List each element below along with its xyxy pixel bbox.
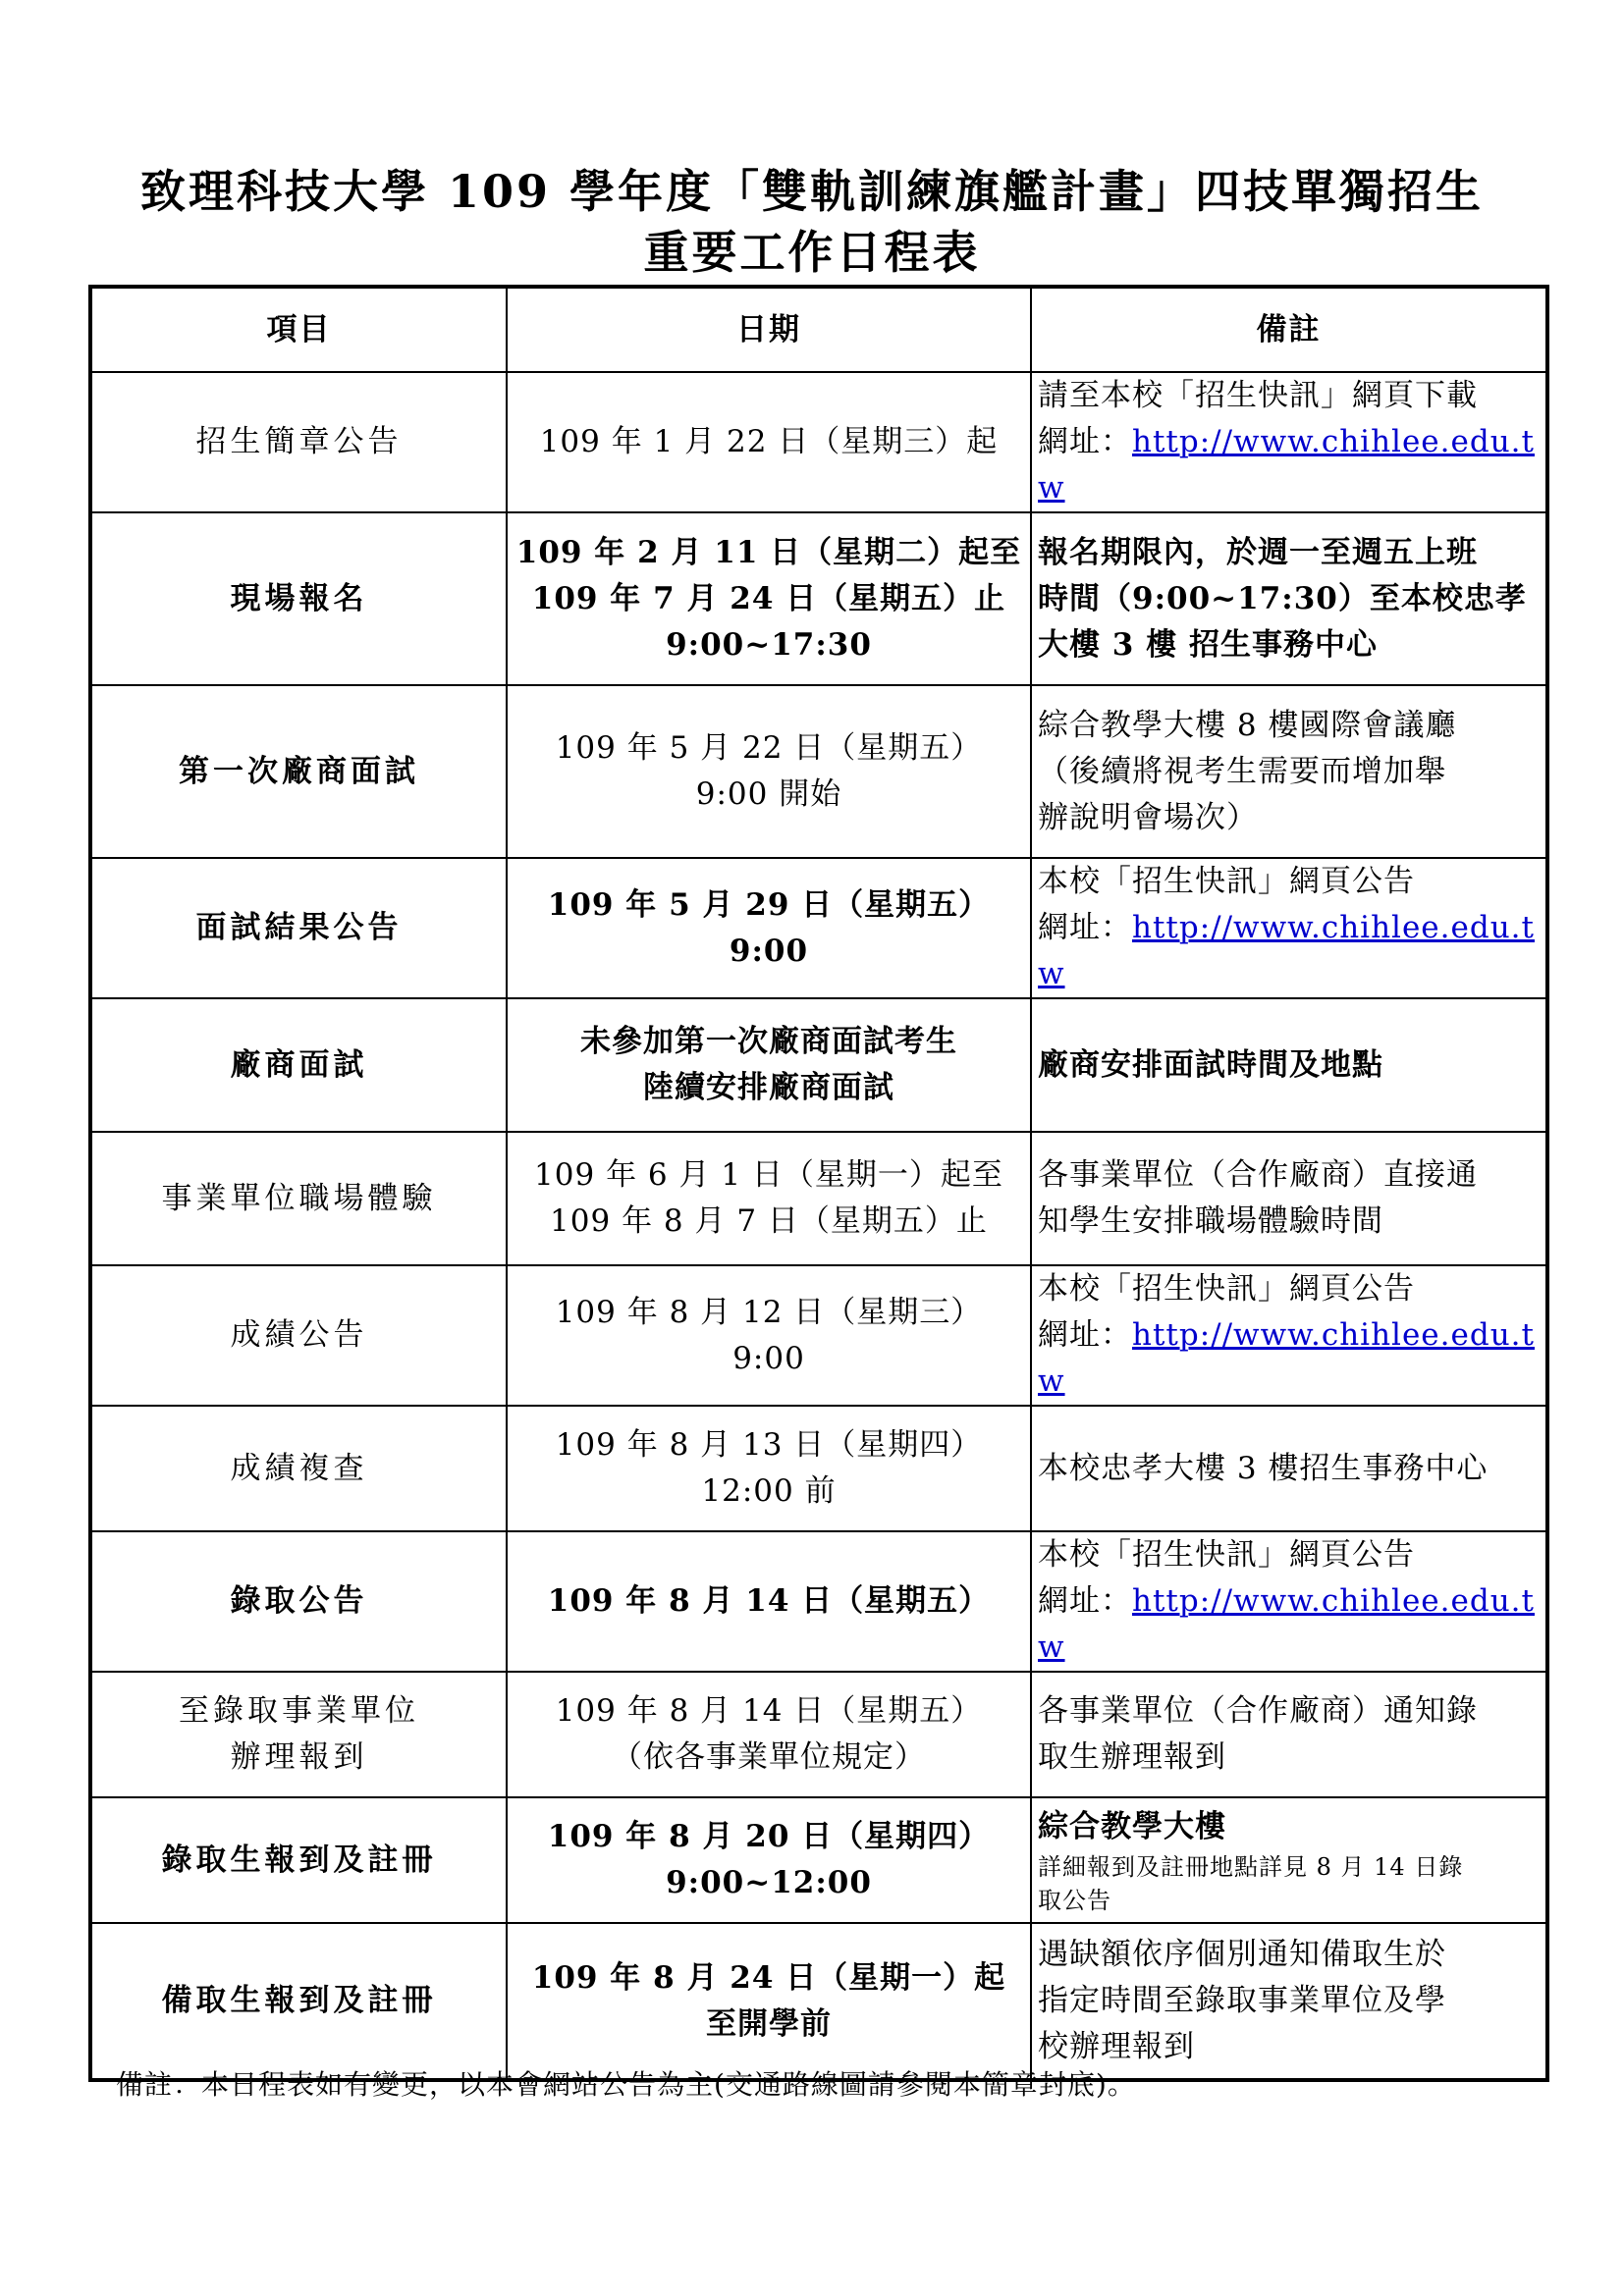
item-text: 廠商面試 bbox=[230, 1046, 368, 1083]
document-title: 致理科技大學 109 學年度「雙軌訓練旗艦計畫」四技單獨招生 bbox=[139, 165, 1485, 218]
row-note bbox=[1031, 685, 1547, 858]
date-text: 109 年 8 月 20 日（星期四） bbox=[547, 1819, 991, 1854]
row-item bbox=[90, 998, 507, 1132]
note-text: 取公告 bbox=[1038, 1886, 1111, 1914]
row-date bbox=[507, 685, 1031, 858]
date-text: 109 年 8 月 14 日（星期五） bbox=[547, 1583, 991, 1619]
website-link[interactable]: http://www.chihlee.edu.tw bbox=[1038, 424, 1535, 506]
row-note bbox=[1031, 1923, 1547, 2080]
note-text: 綜合教學大樓 8 樓國際會議廳 bbox=[1038, 707, 1457, 743]
note-url-line bbox=[1038, 419, 1540, 511]
note-text: 本校忠孝大樓 3 樓招生事務中心 bbox=[1038, 1450, 1489, 1486]
note-text: 各事業單位（合作廠商）直接通 bbox=[1038, 1157, 1478, 1193]
item-text: 現場報名 bbox=[230, 580, 368, 616]
date-text: 至開學前 bbox=[706, 2005, 832, 2042]
note-url-line bbox=[1038, 905, 1540, 997]
note-text: 大樓 3 樓 招生事務中心 bbox=[1038, 626, 1378, 663]
note-text: 廠商安排面試時間及地點 bbox=[1038, 1046, 1383, 1083]
row-date bbox=[507, 998, 1031, 1132]
item-text: 備取生報到及註冊 bbox=[161, 1983, 437, 2018]
website-link[interactable]: http://www.chihlee.edu.tw bbox=[1038, 1583, 1535, 1665]
header-date: 日期 bbox=[507, 287, 1031, 372]
row-date bbox=[507, 858, 1031, 998]
row-item bbox=[90, 1797, 507, 1923]
row-date bbox=[507, 1672, 1031, 1797]
item-text: 至錄取事業單位 bbox=[179, 1693, 419, 1729]
date-text: 109 年 8 月 24 日（星期一）起 bbox=[531, 1959, 1006, 1996]
note-text: 網址： bbox=[1038, 424, 1132, 459]
footnote: 備註：本日程表如有變更，以本會網站公告為主(交通路線圖請參閱本簡章封底)。 bbox=[116, 2068, 1136, 2101]
row-note bbox=[1031, 1672, 1547, 1797]
row-item bbox=[90, 858, 507, 998]
row-note bbox=[1031, 1406, 1547, 1531]
date-text: 109 年 1 月 22 日（星期三）起 bbox=[539, 424, 999, 459]
row-item bbox=[90, 685, 507, 858]
row-date bbox=[507, 372, 1031, 512]
date-text: 9:00~12:00 bbox=[666, 1865, 872, 1900]
date-text: 109 年 8 月 7 日（星期五）止 bbox=[550, 1203, 988, 1239]
item-text: 事業單位職場體驗 bbox=[161, 1180, 437, 1216]
item-text: 第一次廠商面試 bbox=[179, 753, 419, 789]
date-text: 9:00 bbox=[732, 1340, 805, 1376]
row-date bbox=[507, 512, 1031, 685]
note-text: 指定時間至錄取事業單位及學 bbox=[1038, 1983, 1446, 2018]
note-text: 網址： bbox=[1038, 1317, 1132, 1353]
note-text: 各事業單位（合作廠商）通知錄 bbox=[1038, 1693, 1478, 1729]
row-note bbox=[1031, 1132, 1547, 1265]
website-link[interactable]: http://www.chihlee.edu.tw bbox=[1038, 1317, 1535, 1399]
note-text: 請至本校「招生快訊」網頁下載 bbox=[1038, 378, 1478, 413]
item-text: 成績公告 bbox=[230, 1317, 368, 1353]
row-date bbox=[507, 1923, 1031, 2080]
item-text: 錄取公告 bbox=[230, 1583, 368, 1619]
table-row bbox=[90, 1797, 1547, 1923]
table-row bbox=[90, 1265, 1547, 1406]
row-item bbox=[90, 372, 507, 512]
note-text: 校辦理報到 bbox=[1038, 2029, 1195, 2064]
row-note bbox=[1031, 1265, 1547, 1406]
row-note bbox=[1031, 998, 1547, 1132]
date-text: （依各事業單位規定） bbox=[612, 1739, 926, 1775]
note-text: 知學生安排職場體驗時間 bbox=[1038, 1203, 1383, 1239]
note-text: （後續將視考生需要而增加舉 bbox=[1038, 753, 1446, 789]
date-text: 109 年 8 月 14 日（星期五） bbox=[555, 1693, 983, 1729]
note-text: 取生辦理報到 bbox=[1038, 1739, 1226, 1775]
table-row bbox=[90, 685, 1547, 858]
row-item bbox=[90, 1265, 507, 1406]
website-link[interactable]: http://www.chihlee.edu.tw bbox=[1038, 910, 1535, 991]
date-text: 9:00 開始 bbox=[695, 776, 842, 812]
date-text: 109 年 5 月 29 日（星期五） bbox=[547, 886, 991, 923]
schedule-table bbox=[88, 285, 1549, 2082]
document-subtitle: 重要工作日程表 bbox=[643, 226, 981, 279]
note-text: 時間（9:00~17:30）至本校忠孝 bbox=[1038, 580, 1527, 616]
note-url-line bbox=[1038, 1312, 1540, 1405]
header-note: 備註 bbox=[1031, 287, 1547, 372]
item-text: 面試結果公告 bbox=[195, 910, 403, 945]
note-text: 報名期限內，於週一至週五上班 bbox=[1038, 534, 1478, 570]
row-item bbox=[90, 1923, 507, 2080]
table-row bbox=[90, 372, 1547, 512]
date-text: 陸續安排廠商面試 bbox=[643, 1070, 894, 1105]
date-text: 未參加第一次廠商面試考生 bbox=[580, 1024, 957, 1059]
row-date bbox=[507, 1265, 1031, 1406]
row-item bbox=[90, 1531, 507, 1672]
row-date bbox=[507, 1406, 1031, 1531]
date-text: 109 年 8 月 13 日（星期四） bbox=[555, 1427, 983, 1463]
table-row bbox=[90, 858, 1547, 998]
note-text: 網址： bbox=[1038, 1583, 1132, 1619]
row-item bbox=[90, 1672, 507, 1797]
date-text: 109 年 8 月 12 日（星期三） bbox=[555, 1294, 983, 1330]
table-row bbox=[90, 1923, 1547, 2080]
table-row bbox=[90, 1672, 1547, 1797]
note-text: 辦說明會場次） bbox=[1038, 799, 1258, 835]
row-date bbox=[507, 1797, 1031, 1923]
date-text: 109 年 6 月 1 日（星期一）起至 bbox=[534, 1157, 1003, 1193]
row-note bbox=[1031, 858, 1547, 998]
table-row bbox=[90, 1132, 1547, 1265]
row-item bbox=[90, 512, 507, 685]
item-text: 錄取生報到及註冊 bbox=[161, 1842, 437, 1878]
note-text: 本校「招生快訊」網頁公告 bbox=[1038, 1271, 1415, 1307]
note-url-line bbox=[1038, 1578, 1540, 1671]
table-row bbox=[90, 1406, 1547, 1531]
table-header-row bbox=[90, 287, 1547, 372]
note-text: 詳細報到及註冊地點詳見 8 月 14 日錄 bbox=[1038, 1852, 1464, 1881]
row-item bbox=[90, 1132, 507, 1265]
row-date bbox=[507, 1132, 1031, 1265]
item-text: 招生簡章公告 bbox=[195, 424, 403, 459]
date-text: 109 年 5 月 22 日（星期五） bbox=[555, 730, 983, 766]
item-text: 辦理報到 bbox=[230, 1739, 368, 1775]
date-text: 109 年 7 月 24 日（星期五）止 bbox=[531, 580, 1006, 616]
date-text: 9:00~17:30 bbox=[666, 626, 872, 663]
row-note bbox=[1031, 372, 1547, 512]
date-text: 9:00 bbox=[729, 933, 809, 969]
note-text: 網址： bbox=[1038, 910, 1132, 945]
row-note bbox=[1031, 1531, 1547, 1672]
note-text: 遇缺額依序個別通知備取生於 bbox=[1038, 1937, 1446, 1972]
note-text: 綜合教學大樓 bbox=[1038, 1808, 1226, 1844]
header-item: 項目 bbox=[90, 287, 507, 372]
date-text: 109 年 2 月 11 日（星期二）起至 bbox=[515, 534, 1022, 570]
row-item bbox=[90, 1406, 507, 1531]
note-text: 本校「招生快訊」網頁公告 bbox=[1038, 864, 1415, 899]
table-row bbox=[90, 512, 1547, 685]
row-note bbox=[1031, 1797, 1547, 1923]
table-row bbox=[90, 998, 1547, 1132]
row-note bbox=[1031, 512, 1547, 685]
table-row bbox=[90, 1531, 1547, 1672]
item-text: 成績複查 bbox=[230, 1450, 368, 1486]
row-date bbox=[507, 1531, 1031, 1672]
note-text: 本校「招生快訊」網頁公告 bbox=[1038, 1537, 1415, 1573]
date-text: 12:00 前 bbox=[701, 1473, 837, 1509]
